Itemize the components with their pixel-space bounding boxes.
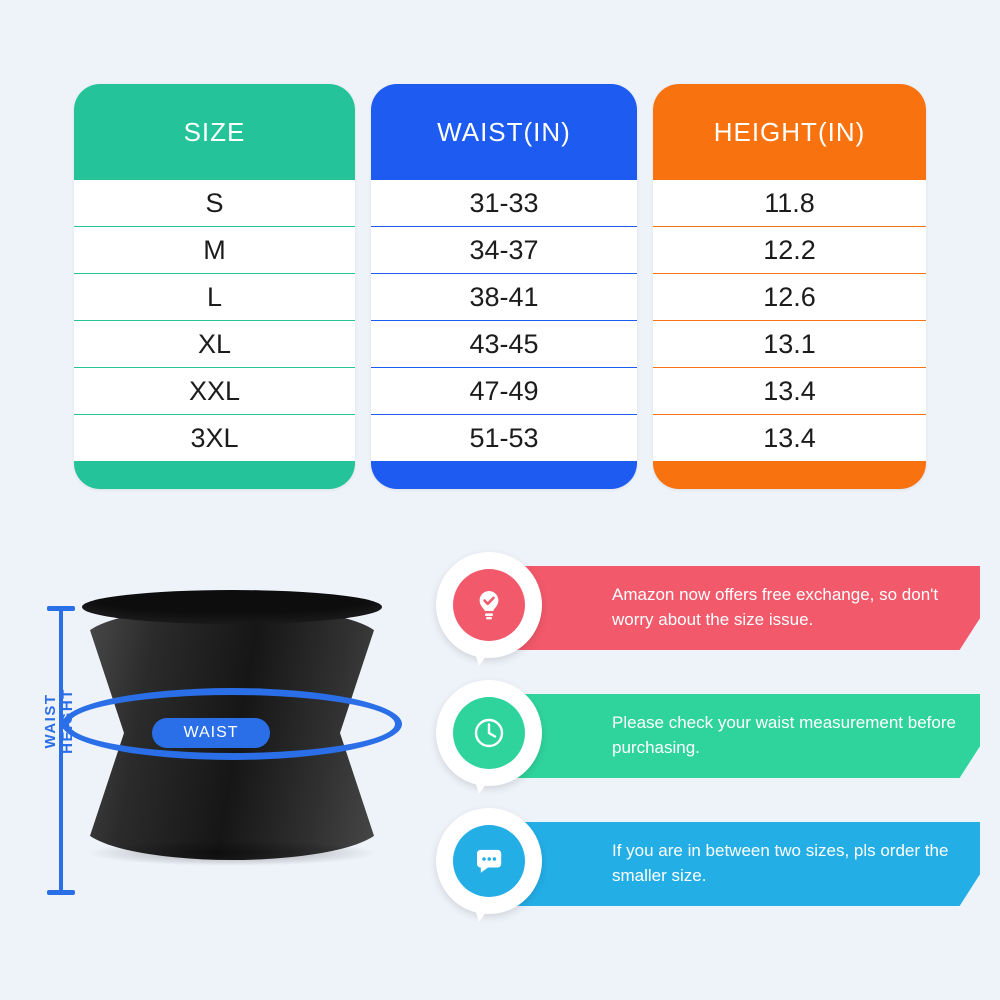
waist-label: WAIST xyxy=(152,718,270,748)
table-cell: 43-45 xyxy=(371,321,637,367)
size-chart-table xyxy=(74,84,926,489)
chat-bubble-icon xyxy=(453,825,525,897)
note-badge xyxy=(436,680,542,786)
gauge-cap-bottom-icon xyxy=(47,890,75,895)
column-header-size: SIZE xyxy=(183,116,246,147)
lightbulb-check-icon xyxy=(453,569,525,641)
table-cell: 38-41 xyxy=(371,274,637,320)
column-header-waist: WAIST(IN) xyxy=(437,116,571,147)
table-cell: XL xyxy=(74,321,355,367)
column-body-size xyxy=(74,180,355,489)
column-body-waist xyxy=(371,180,637,489)
table-cell: 11.8 xyxy=(653,180,926,226)
table-cell: L xyxy=(74,274,355,320)
size-chart-column-size xyxy=(74,84,355,489)
table-cell: 13.4 xyxy=(653,368,926,414)
belt-top-rim-shape xyxy=(82,590,382,624)
note-text: Amazon now offers free exchange, so don't worry about the size issue. xyxy=(612,585,939,629)
note-ribbon xyxy=(470,566,980,650)
notes-list xyxy=(430,552,990,936)
note-ribbon xyxy=(470,694,980,778)
column-body-height xyxy=(653,180,926,489)
waist-height-gauge xyxy=(40,600,80,900)
note-badge xyxy=(436,808,542,914)
table-cell: 13.4 xyxy=(653,415,926,461)
note-text: If you are in between two sizes, pls order the smaller size. xyxy=(612,841,949,885)
note-ribbon xyxy=(470,822,980,906)
waist-height-label: WAIST HEIGHT xyxy=(42,688,76,754)
table-cell: XXL xyxy=(74,368,355,414)
note-badge xyxy=(436,552,542,658)
table-cell: M xyxy=(74,227,355,273)
size-chart-column-waist xyxy=(371,84,637,489)
table-cell: 13.1 xyxy=(653,321,926,367)
clock-icon xyxy=(453,697,525,769)
table-cell: 12.2 xyxy=(653,227,926,273)
note-item xyxy=(430,552,990,664)
table-cell: 31-33 xyxy=(371,180,637,226)
table-cell: 3XL xyxy=(74,415,355,461)
table-cell: 34-37 xyxy=(371,227,637,273)
product-illustration xyxy=(20,560,430,980)
column-header-height: HEIGHT(IN) xyxy=(713,116,866,147)
size-chart-column-height xyxy=(653,84,926,489)
note-item xyxy=(430,808,990,920)
note-text: Please check your waist measurement before purchasing. xyxy=(612,713,956,757)
table-cell: 51-53 xyxy=(371,415,637,461)
table-cell: S xyxy=(74,180,355,226)
belt-shadow xyxy=(86,840,378,866)
table-cell: 47-49 xyxy=(371,368,637,414)
table-cell: 12.6 xyxy=(653,274,926,320)
note-item xyxy=(430,680,990,792)
